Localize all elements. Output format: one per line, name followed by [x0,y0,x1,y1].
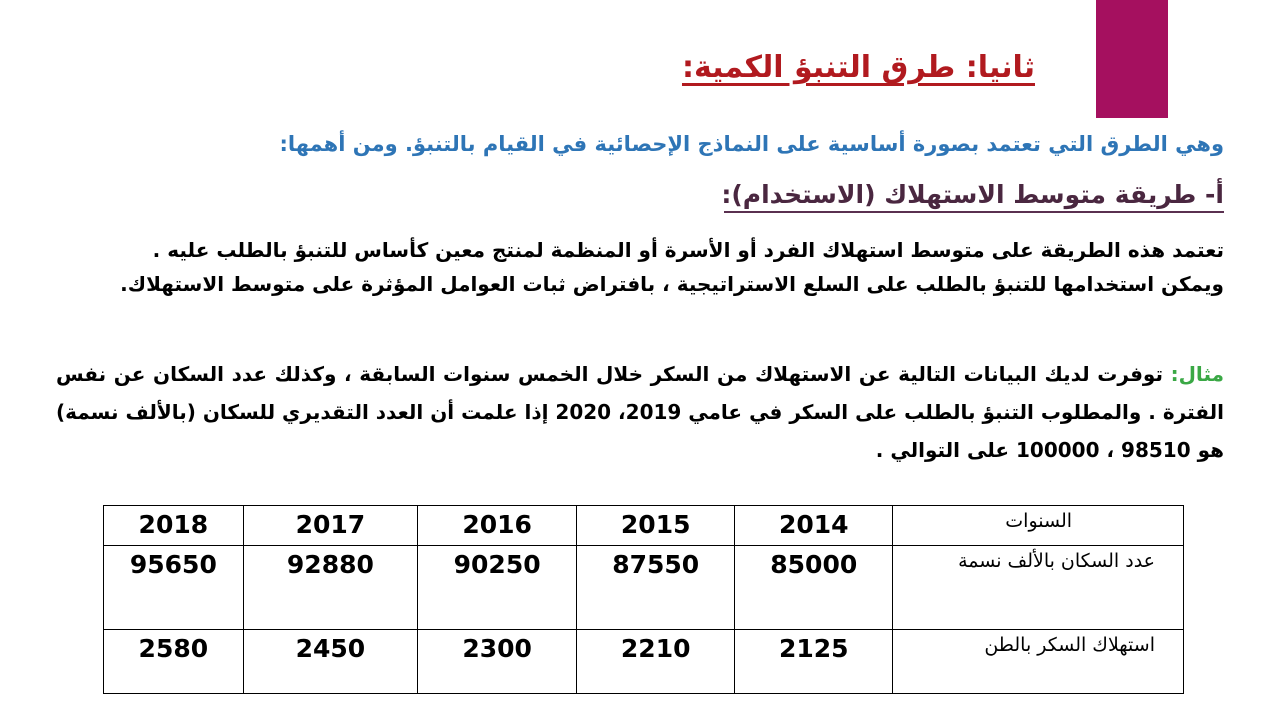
description-line-2: ويمكن استخدامها للتنبؤ بالطلب على السلع الاستراتيجية ، بافتراض ثبات العوامل المؤثرة على متوسط الاستهلاك. [120,272,1224,296]
table-row-population [104,546,1184,630]
year-cell: 2016 [418,506,577,546]
description-line-1: تعتمد هذه الطريقة على متوسط استهلاك الفرد أو الأسرة أو المنظمة لمنتج معين كأساس للتنبؤ بالطلب عليه . [152,238,1224,262]
example-paragraph [56,355,1224,469]
sugar-cell: 2580 [104,630,244,694]
year-cell: 2014 [735,506,893,546]
year-cell: 2017 [243,506,417,546]
population-cell: 85000 [735,546,893,630]
population-label-cell: عدد السكان بالألف نسمة [893,546,1184,630]
sugar-cell: 2300 [418,630,577,694]
sugar-cell: 2450 [243,630,417,694]
example-text: توفرت لديك البيانات التالية عن الاستهلاك من السكر خلال الخمس سنوات السابقة ، وكذلك عدد السكان عن نفس الفترة . والمطلوب التنبؤ بالطلب على السكر في عامي 2019، 2020 إذا علمت أن العدد التقديري للسكان (بالألف نسمة) هو 98510 ، 100000 على التوالي . [56,362,1225,462]
method-heading: أ- طريقة متوسط الاستهلاك (الاستخدام): [724,180,1224,213]
sugar-cell: 2125 [735,630,893,694]
accent-bar [1096,0,1168,118]
slide-heading: ثانيا: طرق التنبؤ الكمية: [681,50,1035,85]
population-cell: 95650 [104,546,244,630]
method-description [56,233,1224,301]
sugar-cell: 2210 [577,630,735,694]
year-cell: 2018 [104,506,244,546]
years-header-cell: السنوات [893,506,1184,546]
table-row-years [104,506,1184,546]
intro-text: وهي الطرق التي تعتمد بصورة أساسية على النماذج الإحصائية في القيام بالتنبؤ. ومن أهمها: [279,132,1224,156]
population-cell: 90250 [418,546,577,630]
year-cell: 2015 [577,506,735,546]
population-cell: 92880 [243,546,417,630]
population-cell: 87550 [577,546,735,630]
example-label: مثال: [1170,362,1224,386]
sugar-label-cell: استهلاك السكر بالطن [893,630,1184,694]
data-table [103,505,1184,694]
table-row-sugar [104,630,1184,694]
